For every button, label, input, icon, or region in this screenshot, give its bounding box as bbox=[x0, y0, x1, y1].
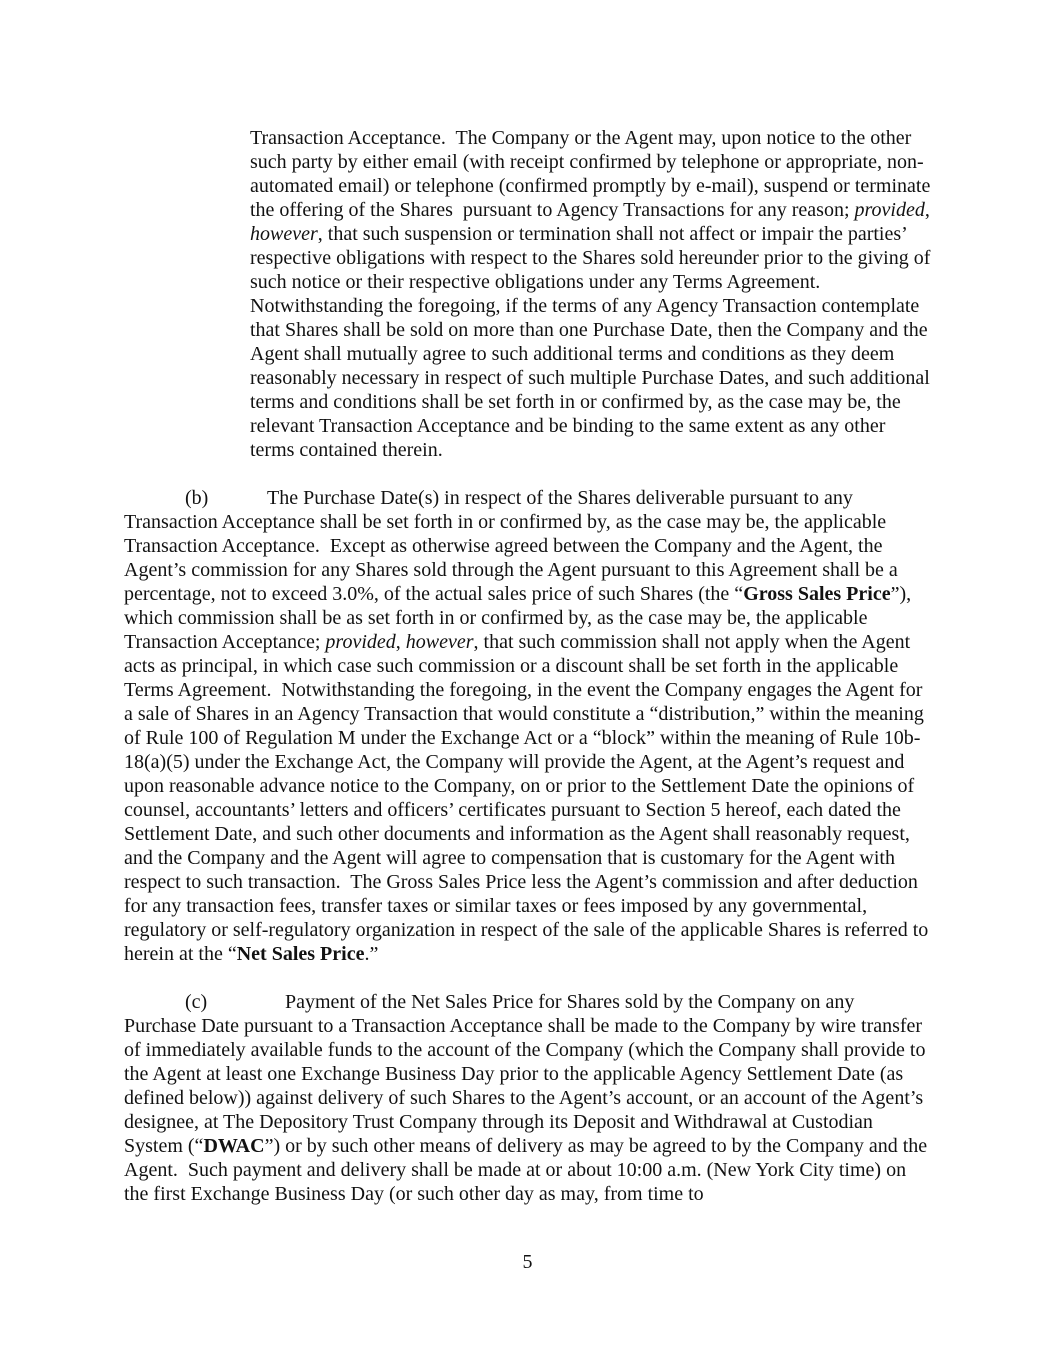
paragraph-c-text: Payment of the Net Sales Price for Shares sold by the Company on any Purchase Date pursuant to a Transaction Acceptance shall be made to the Company by wire transfer of immediately available funds to the account of the Company (which the Company shall provide to the Agent at least one Exchange Business Day prior to the applicable Agency Settlement Date (as defined below)) against delivery of such Shares to the Agent’s account, or an account of the Agent’s designee, at The Depository Trust Company through its Deposit and Withdrawal at Custodian System (“DWAC”) or by such other means of delivery as may be agreed to by the Company and the Agent. Such payment and delivery shall be made at or about 10:00 a.m. (New York City time) on the first Exchange Business Day (or such other day as may, from time to bbox=[124, 991, 932, 1205]
paragraph-b-label: (b) bbox=[185, 487, 209, 509]
paragraph-c bbox=[124, 990, 931, 1206]
page-number: 5 bbox=[522, 1251, 533, 1273]
indented-quote-paragraph: Transaction Acceptance. The Company or the Agent may, upon notice to the other such party by either email (with receipt confirmed by telephone or appropriate, non-automated email) or telephone (confirmed promptly by e-mail), suspend or terminate the offering of the Shares pursuant to Agency Transactions for any reason; provided, however, that such suspension or termination shall not affect or impair the parties’ respective obligations with respect to the Shares sold hereunder prior to the giving of such notice or their respective obligations under any Terms Agreement. Notwithstanding the foregoing, if the terms of any Agency Transaction contemplate that Shares shall be sold on more than one Purchase Date, then the Company and the Agent shall mutually agree to such additional terms and conditions as they deem reasonably necessary in respect of such multiple Purchase Dates, and such additional terms and conditions shall be set forth in or confirmed by, as the case may be, the relevant Transaction Acceptance and be binding to the same extent as any other terms contained therein. bbox=[250, 127, 936, 461]
paragraph-b-text: The Purchase Date(s) in respect of the Shares deliverable pursuant to any Transaction Acceptance shall be set forth in or confirmed by, as the case may be, the applicable Transaction Acceptance. Except as otherwise agreed between the Company and the Agent, the Agent’s commission for any Shares sold through the Agent pursuant to this Agreement shall be a percentage, not to exceed 3.0%, of the actual sales price of such Shares (the “Gross Sales Price”), which commission shall be as set forth in or confirmed by, as the case may be, the applicable Transaction Acceptance; provided, however, that such commission shall not apply when the Agent acts as principal, in which case such commission or a discount shall be set forth in the applicable Terms Agreement. Notwithstanding the foregoing, in the event the Company engages the Agent for a sale of Shares in an Agency Transaction that would constitute a “distribution,” within the meaning of Rule 100 of Regulation M under the Exchange Act or a “block” within the meaning of Rule 10b-18(a)(5) under the Exchange Act, the Company will provide the Agent, at the Agent’s request and upon reasonable advance notice to the Company, on or prior to the Settlement Date the opinions of counsel, accountants’ letters and officers’ certificates pursuant to Section 5 hereof, each dated the Settlement Date, and such other documents and information as the Agent shall reasonably request, and the Company and the Agent will agree to compensation that is customary for the Agent with respect to such transaction. The Gross Sales Price less the Agent’s commission and after deduction for any transaction fees, transfer taxes or similar taxes or fees imposed by any governmental, regulatory or self-regulatory organization in respect of the sale of the applicable Shares is referred to herein at the “Net Sales Price.” bbox=[124, 487, 934, 965]
paragraph-b bbox=[124, 486, 934, 966]
paragraph-c-label: (c) bbox=[185, 991, 208, 1013]
page-content bbox=[124, 126, 936, 1230]
